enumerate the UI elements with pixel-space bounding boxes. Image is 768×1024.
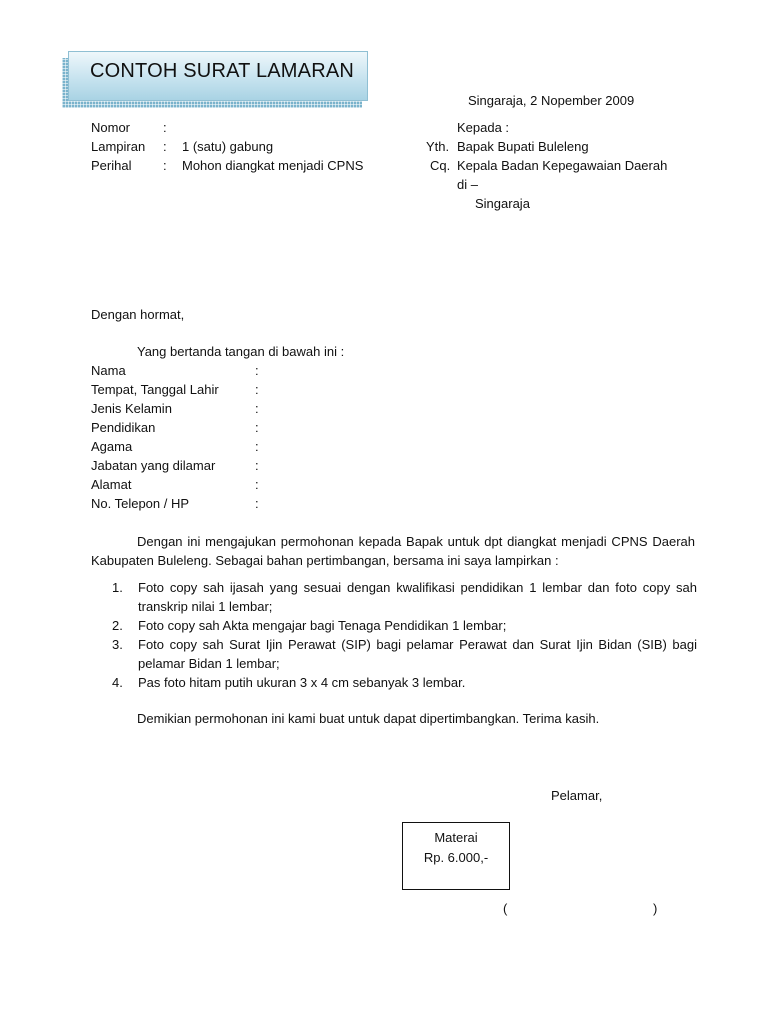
bio-label-jabatan: Jabatan yang dilamar [91, 458, 216, 473]
signature-paren-close: ) [653, 901, 658, 916]
list-text: Foto copy sah Akta mengajar bagi Tenaga Pendidikan 1 lembar; [138, 618, 507, 633]
list-text: Foto copy sah ijasah yang sesuai dengan kwalifikasi pendidikan 1 lembar dan foto copy sah transkrip nilai 1 lembar; [138, 580, 697, 614]
bio-label-ttl: Tempat, Tanggal Lahir [91, 382, 219, 397]
attachment-list [112, 578, 697, 692]
bio-label-alamat: Alamat [91, 477, 132, 492]
field-value-lampiran: 1 (satu) gabung [182, 139, 274, 154]
signature-paren-open: ( [503, 901, 508, 916]
stamp-line-2: Rp. 6.000,- [423, 850, 489, 865]
list-item [112, 635, 697, 673]
field-label-perihal: Perihal [91, 158, 132, 173]
list-item [112, 578, 697, 616]
recipient-city: Singaraja [475, 196, 530, 211]
body-paragraph: Dengan ini mengajukan permohonan kepada Bapak untuk dpt diangkat menjadi CPNS Daerah Kabupaten Buleleng. Sebagai bahan pertimbangan, bersama ini saya lampirkan : [91, 534, 695, 568]
field-colon: : [163, 120, 167, 135]
bio-label-nama: Nama [91, 363, 126, 378]
closing-sentence: Demikian permohonan ini kami buat untuk dapat dipertimbangkan. Terima kasih. [137, 711, 600, 726]
place-date: Singaraja, 2 Nopember 2009 [468, 93, 635, 108]
recipient-di: di – [457, 177, 478, 192]
greeting: Dengan hormat, [91, 307, 185, 322]
bio-colon: : [255, 401, 259, 416]
field-colon: : [163, 139, 167, 154]
recipient-kepada: Kepada : [457, 120, 510, 135]
list-item [112, 673, 697, 692]
recipient-yth-prefix: Yth. [426, 139, 450, 154]
recipient-cq-prefix: Cq. [430, 158, 451, 173]
recipient-yth-value: Bapak Bupati Buleleng [457, 139, 589, 154]
bio-label-agama: Agama [91, 439, 133, 454]
list-number: 2. [112, 618, 123, 633]
field-colon: : [163, 158, 167, 173]
list-number: 3. [112, 637, 123, 652]
intro-line: Yang bertanda tangan di bawah ini : [137, 344, 345, 359]
stamp-box [402, 822, 510, 890]
field-value-perihal: Mohon diangkat menjadi CPNS [182, 158, 364, 173]
field-label-nomor: Nomor [91, 120, 131, 135]
list-text: Pas foto hitam putih ukuran 3 x 4 cm sebanyak 3 lembar. [138, 675, 466, 690]
list-text: Foto copy sah Surat Ijin Perawat (SIP) bagi pelamar Perawat dan Surat Ijin Bidan (SIB) bagi pelamar Bidan 1 lembar; [138, 637, 697, 671]
bio-label-jenis-kelamin: Jenis Kelamin [91, 401, 172, 416]
bio-colon: : [255, 420, 259, 435]
field-label-lampiran: Lampiran [91, 139, 146, 154]
bio-colon: : [255, 496, 259, 511]
bio-colon: : [255, 363, 259, 378]
bio-colon: : [255, 458, 259, 473]
bio-colon: : [255, 477, 259, 492]
recipient-cq-value: Kepala Badan Kepegawaian Daerah [457, 158, 668, 173]
signer-label: Pelamar, [551, 788, 603, 803]
bio-colon: : [255, 439, 259, 454]
bio-colon: : [255, 382, 259, 397]
list-item [112, 616, 697, 635]
list-number: 1. [112, 580, 123, 595]
list-number: 4. [112, 675, 123, 690]
stamp-line-1: Materai [434, 830, 478, 845]
bio-label-pendidikan: Pendidikan [91, 420, 156, 435]
bio-label-telepon: No. Telepon / HP [91, 496, 190, 511]
document-title: CONTOH SURAT LAMARAN [90, 60, 355, 82]
